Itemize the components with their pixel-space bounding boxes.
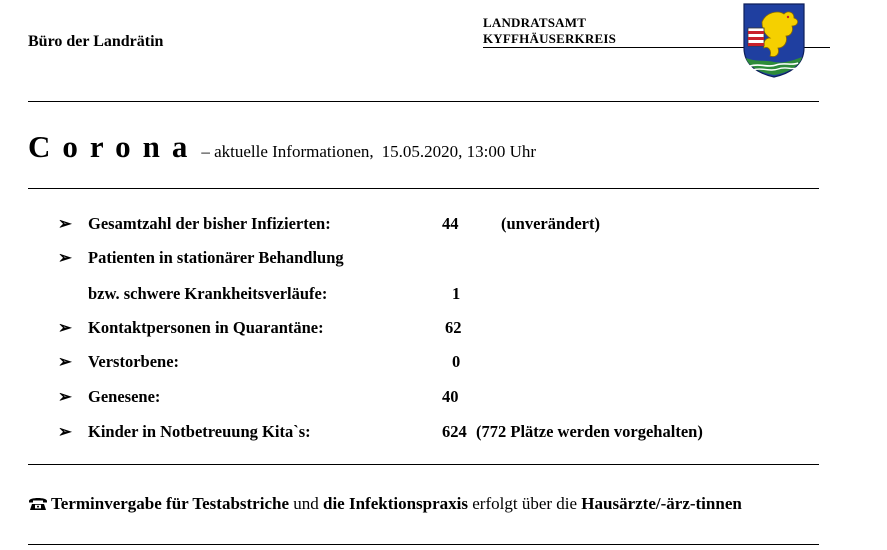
stat-label: Kontaktpersonen in Quarantäne:	[88, 318, 324, 337]
stat-label: Kinder in Notbetreuung Kita`s:	[88, 422, 311, 441]
stat-label: bzw. schwere Krankheitsverläufe:	[88, 284, 328, 303]
stat-note: (772 Plätze werden vorgehalten)	[476, 422, 703, 441]
title-subtitle: – aktuelle Informationen,	[201, 142, 374, 161]
arrow-bullet-icon: ➢	[58, 248, 72, 267]
stats-divider	[28, 464, 819, 465]
footer-divider	[28, 544, 819, 545]
notice-part-1: Terminvergabe für Testabstriche	[51, 494, 289, 513]
stat-label: Genesene:	[88, 387, 161, 406]
agency-line-2: KYFFHÄUSERKREIS	[483, 31, 617, 46]
stat-value: 62	[445, 318, 462, 337]
stat-value: 624	[442, 422, 467, 441]
stat-label: Patienten in stationärer Behandlung	[88, 248, 344, 267]
arrow-bullet-icon: ➢	[58, 214, 72, 233]
title-word: Corona	[28, 129, 200, 164]
title-divider	[28, 188, 819, 189]
header-divider	[28, 101, 819, 102]
arrow-bullet-icon: ➢	[58, 422, 72, 441]
title-datetime: 15.05.2020, 13:00 Uhr	[381, 142, 537, 161]
coat-of-arms-icon	[742, 2, 806, 78]
agency-line-1: LANDRATSAMT	[483, 15, 587, 30]
agency-name	[483, 15, 616, 47]
notice-part-5: Hausärzte/-ärz-tinnen	[581, 494, 742, 513]
arrow-bullet-icon: ➢	[58, 318, 72, 337]
stat-value: 44	[442, 214, 459, 233]
stat-value: 40	[442, 387, 459, 406]
page-title	[28, 129, 536, 165]
arrow-bullet-icon: ➢	[58, 387, 72, 406]
office-name: Büro der Landrätin	[28, 33, 164, 50]
notice-part-4: erfolgt über die	[468, 494, 582, 513]
stat-label: Verstorbene:	[88, 352, 180, 371]
notice-part-3: die Infektionspraxis	[323, 494, 468, 513]
testing-notice	[28, 487, 823, 521]
telephone-icon	[28, 495, 48, 511]
stat-value: 0	[452, 352, 461, 371]
stat-label: Gesamtzahl der bisher Infizierten:	[88, 214, 331, 233]
stat-value: 1	[452, 284, 461, 303]
stat-note: (unverändert)	[501, 214, 600, 233]
arrow-bullet-icon: ➢	[58, 352, 72, 371]
notice-part-2: und	[289, 494, 323, 513]
